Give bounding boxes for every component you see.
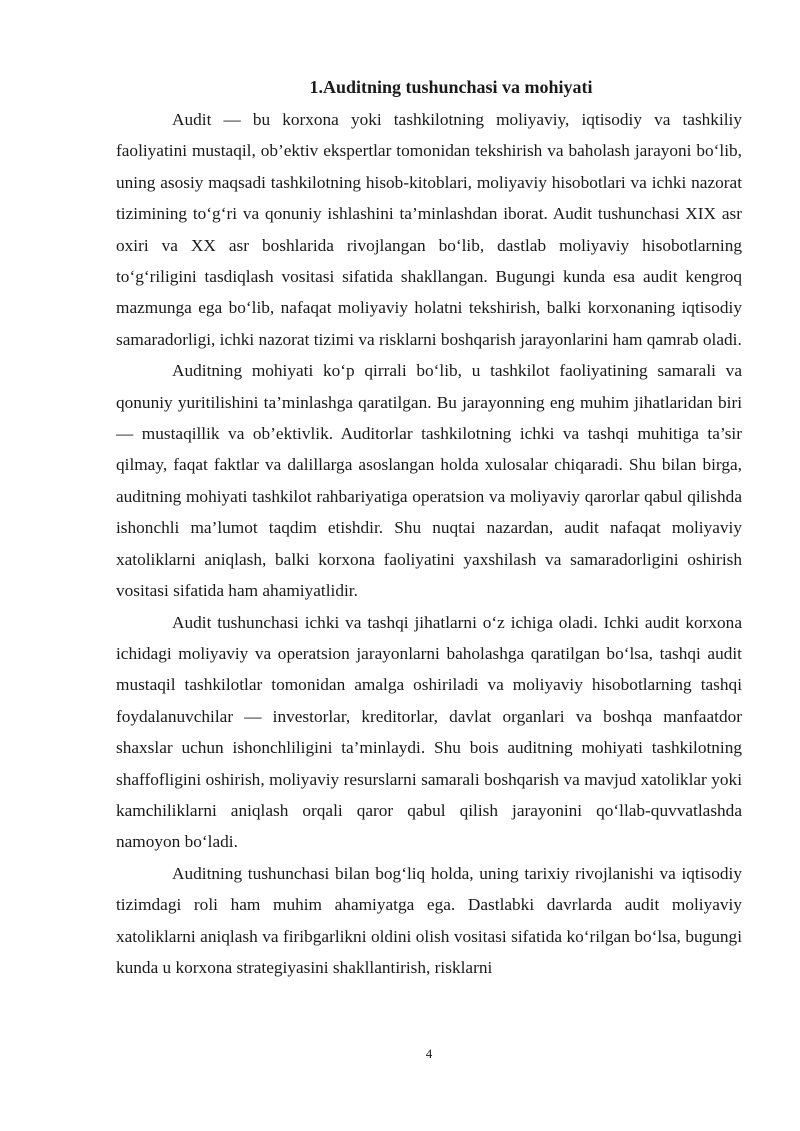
paragraph-4: Auditning tushunchasi bilan bog‘liq holda, uning tarixiy rivojlanishi va iqtisodiy tizimdagi roli ham muhim ahamiyatga ega. Dastlabki davrlarda audit moliyaviy xatoliklarni aniqlash va firibgarlikni oldini olish vositasi sifatida ko‘rilgan bo‘lsa, bugungi kunda u korxona strategiyasini shakllantirish, risklarni [116,863,742,977]
paragraph-1: Audit — bu korxona yoki tashkilotning moliyaviy, iqtisodiy va tashkiliy faoliyatini mustaqil, ob’ektiv ekspertlar tomonidan tekshirish va baholash jarayoni bo‘lib, uning asosiy maqsadi tashkilotning hisob-kitoblari, moliyaviy hisobotlari va ichki nazorat tizimining to‘g‘ri va qonuniy ishlashini ta’minlashdan iborat. Audit tushunchasi XIX asr oxiri va XX asr boshlarida rivojlangan bo‘lib, dastlab moliyaviy hisobotlarning to‘g‘riligini tasdiqlash vositasi sifatida shakllangan. Bugungi kunda esa audit kengroq mazmunga ega bo‘lib, nafaqat moliyaviy holatni tekshirish, balki korxonaning iqtisodiy samaradorligi, ichki nazorat tizimi va risklarni boshqarish jarayonlarini ham qamrab oladi. [116,110,742,349]
page-number: 4 [425,1046,433,1061]
paragraph-2: Auditning mohiyati ko‘p qirrali bo‘lib, u tashkilot faoliyatining samarali va qonuniy yuritilishini ta’minlashga qaratilgan. Bu jarayonning eng muhim jihatlaridan biri — mustaqillik va ob’ektivlik. Auditorlar tashkilotning ichki va tashqi muhitiga ta’sir qilmay, faqat faktlar va dalillarga asoslangan holda xulosalar chiqaradi. Shu bilan birga, auditning mohiyati tashkilot rahbariyatiga operatsion va moliyaviy qarorlar qabul qilishda ishonchli ma’lumot taqdim etishdir. Shu nuqtai nazardan, audit nafaqat moliyaviy xatoliklarni aniqlash, balki korxona faoliyatini yaxshilash va samaradorligini oshirish vositasi sifatida ham ahamiyatlidir. [116,361,742,601]
section-heading [116,73,742,101]
body-text [116,104,742,983]
section-heading-text: 1.Auditning tushunchasi va mohiyati [309,77,593,97]
paragraph-3: Audit tushunchasi ichki va tashqi jihatlarni o‘z ichiga oladi. Ichki audit korxona ichidagi moliyaviy va operatsion jarayonlarni baholashga qaratilgan bo‘lsa, tashqi audit mustaqil tashkilotlar tomonidan amalga oshiriladi va moliyaviy hisobotlarning tashqi foydalanuvchilar — investorlar, kreditorlar, davlat organlari va boshqa manfaatdor shaxslar uchun ishonchliligini ta’minlaydi. Shu bois auditning mohiyati tashkilotning shaffofligini oshirish, moliyaviy resurslarni samarali boshqarish va mavjud xatoliklar yoki kamchiliklarni aniqlash orqali qaror qabul qilish jarayonini qo‘llab-quvvatlashda namoyon bo‘ladi. [116,612,742,852]
